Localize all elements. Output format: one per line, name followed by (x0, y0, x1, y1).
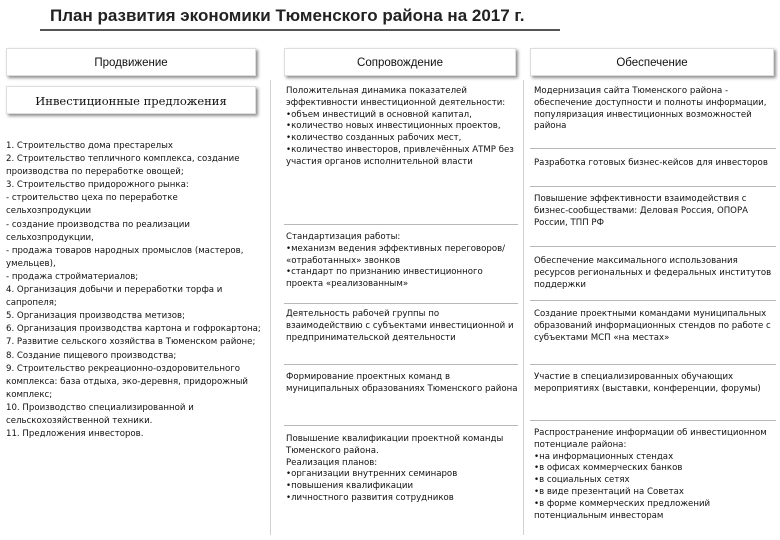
list-item: 11. Предложения инвесторов. (6, 429, 144, 440)
investment-proposals-box: Инвестиционные предложения (6, 86, 256, 114)
row-divider (284, 224, 518, 225)
provision-text: Создание проектными командами муниципальных образований информационных стендов по работе с субъектами МСП «на местах» (534, 309, 771, 343)
support-block-working-group (286, 309, 518, 344)
provision-block-business-communities (534, 194, 774, 229)
support-heading: Положительная динамика показателей эффективности инвестиционной деятельности: (286, 86, 506, 108)
support-text: Формирование проектных команд в муниципальных образованиях Тюменского района (286, 372, 518, 394)
support-block-metrics (286, 86, 518, 169)
support-text: Деятельность рабочей группы по взаимодействию с субъектами инвестиционной и предпринимательской деятельности (286, 309, 514, 343)
row-divider (284, 364, 518, 365)
list-item: 1. Строительство дома престарелых (6, 141, 174, 151)
title-underline (40, 29, 560, 31)
support-block-standardization (286, 232, 518, 291)
row-divider (530, 246, 776, 247)
provision-block-dissemination (534, 428, 774, 522)
support-bullet: •организации внутренних семинаров (286, 469, 458, 480)
support-heading: Повышение квалификации проектной команды Тюменского района. (286, 434, 504, 456)
support-bullet: •повышения квалификации (286, 481, 414, 492)
row-divider (530, 364, 776, 365)
row-divider (530, 300, 776, 301)
list-item: 6. Организация производства картона и гофрокартона; (6, 324, 261, 335)
provision-block-training (534, 372, 774, 396)
support-block-qualification (286, 434, 518, 505)
support-bullet: •механизм ведения эффективных переговоров/ «отработанных» звонков (286, 243, 506, 266)
column-header-promotion: Продвижение (6, 48, 256, 76)
support-heading: Стандартизация работы: (286, 232, 401, 242)
row-divider (530, 148, 776, 149)
row-divider (530, 186, 776, 187)
row-divider (284, 303, 518, 304)
page-title: План развития экономики Тюменского района на 2017 г. (50, 6, 525, 25)
provision-block-info-stands (534, 309, 774, 344)
column-header-provision: Обеспечение (530, 48, 774, 76)
column-divider (523, 80, 524, 535)
list-subitem: - продажа стройматериалов; (6, 271, 139, 282)
support-bullet: •стандарт по признанию инвестиционного проекта «реализованным» (286, 267, 483, 290)
row-divider (284, 425, 518, 426)
list-item: 8. Создание пищевого производства; (6, 350, 177, 361)
list-item: 9. Строительство рекреационно-оздоровительного комплекса: база отдыха, эко-деревня, придорожный комплекс; (6, 363, 248, 400)
provision-text: Участие в специализированных обучающих мероприятиях (выставки, конференции, форумы) (534, 372, 761, 394)
provision-block-institutions (534, 256, 774, 291)
provision-block-business-cases (534, 158, 774, 170)
list-subitem: - продажа товаров народных промыслов (мастеров, умельцев), (6, 245, 244, 269)
list-subitem: - строительство цеха по переработке сельхозпродукции (6, 193, 178, 217)
support-heading: Реализация планов: (286, 457, 378, 468)
provision-bullet: •в форме коммерческих предложений потенциальным инвесторам (534, 498, 711, 521)
provision-text: Модернизация сайта Тюменского района - обеспечение доступности и полноты информации, популяризация инвестиционных возможностей района (534, 86, 767, 132)
provision-bullet: •на информационных стендах (534, 451, 674, 462)
support-bullet: •объем инвестиций в основной капитал, (286, 109, 472, 120)
provision-bullet: •в виде презентаций на Советах (534, 486, 684, 497)
support-bullet: •количество инвесторов, привлечённых АТМР без участия органов исполнительной власти (286, 144, 514, 167)
support-bullet: •количество новых инвестиционных проектов, (286, 121, 501, 132)
provision-text: Повышение эффективности взаимодействия с бизнес-сообществами: Деловая Россия, ОПОРА России, ТПП РФ (534, 194, 749, 228)
provision-text: Разработка готовых бизнес-кейсов для инвесторов (534, 158, 768, 168)
provision-bullet: •в социальных сетях (534, 475, 630, 486)
list-item: 5. Организация производства метизов; (6, 311, 186, 322)
column-divider (270, 80, 271, 535)
provision-text: Обеспечение максимального использования ресурсов региональных и федеральных институтов поддержки (534, 256, 772, 290)
list-item: 10. Производство специализированной и сельскохозяйственной техники. (6, 402, 194, 426)
provision-heading: Распространение информации об инвестиционном потенциале района: (534, 428, 767, 450)
support-bullet: •количество созданных рабочих мест, (286, 133, 462, 144)
column-header-support: Сопровождение (284, 48, 516, 76)
provision-bullet: •в офисах коммерческих банков (534, 463, 683, 474)
provision-block-website (534, 86, 774, 133)
support-block-project-teams (286, 372, 518, 396)
list-subitem: - создание производства по реализации сельхозпродукции, (6, 219, 190, 243)
list-item: 2. Строительство тепличного комплекса, создание производства по переработке овощей; (6, 154, 240, 178)
promotion-list (6, 140, 262, 441)
list-item: 4. Организация добычи и переработки торфа и сапропеля; (6, 285, 223, 309)
list-item: 7. Развитие сельского хозяйства в Тюменском районе; (6, 337, 256, 348)
list-item: 3. Строительство придорожного рынка: (6, 180, 189, 191)
row-divider (530, 420, 776, 421)
support-bullet: •личностного развития сотрудников (286, 492, 454, 503)
